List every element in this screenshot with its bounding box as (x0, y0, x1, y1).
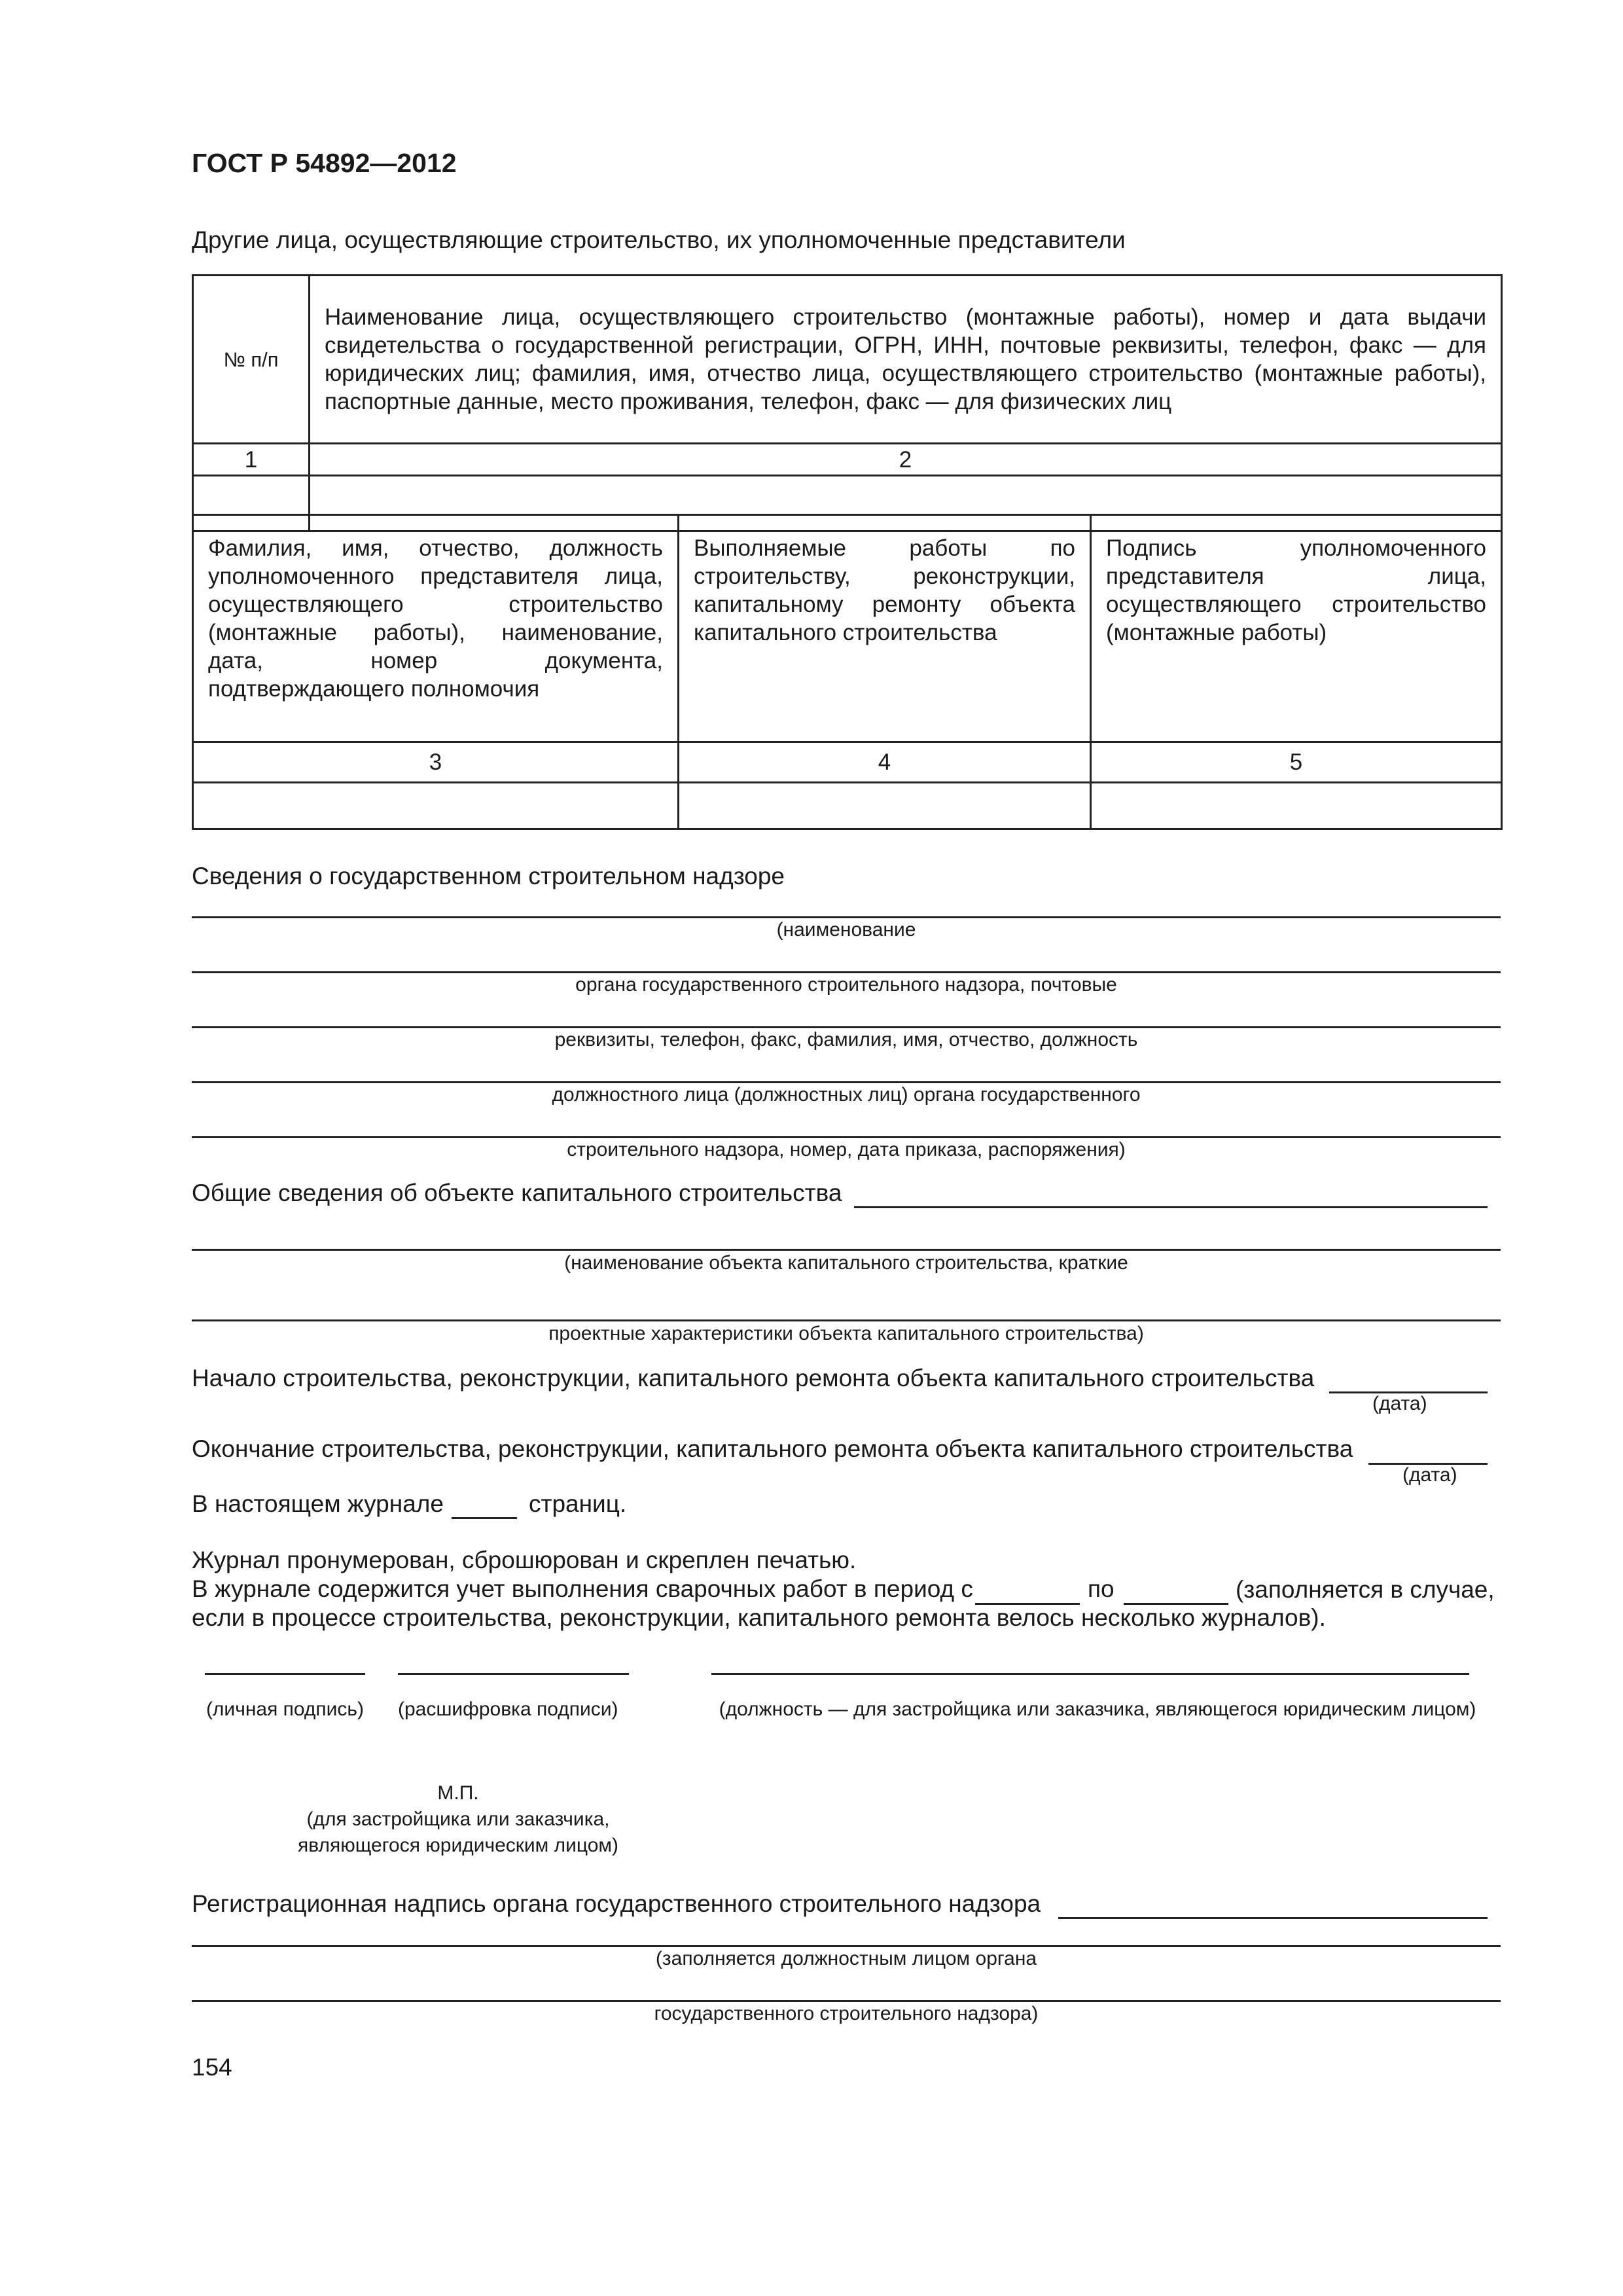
field-caption: проектные характеристики объекта капитального строительства) (548, 1323, 1144, 1344)
field-caption: государственного строительного надзора) (654, 2003, 1039, 2024)
signature-caption: (личная подпись) (205, 1698, 365, 1720)
column-number: 4 (679, 742, 1091, 783)
field-caption: реквизиты, телефон, факс, фамилия, имя, отчество, должность (554, 1029, 1138, 1050)
fill-line[interactable] (192, 1026, 1501, 1028)
object-info-field[interactable] (854, 1206, 1488, 1208)
column-number: 3 (193, 742, 679, 783)
page-number: 154 (192, 2054, 232, 2081)
object-info-label: Общие сведения об объекте капитального строительства (192, 1179, 842, 1206)
fill-line[interactable] (192, 2000, 1501, 2002)
field-caption: (наименование (776, 919, 916, 941)
signature-decode-field[interactable] (398, 1673, 629, 1675)
fill-line[interactable] (192, 971, 1501, 973)
date-caption: (дата) (1372, 1393, 1427, 1414)
representatives-table (192, 514, 1503, 830)
position-field[interactable] (711, 1673, 1469, 1675)
column-header-number: № п/п (193, 276, 310, 444)
pages-suffix: страниц. (529, 1490, 627, 1517)
column-number: 5 (1091, 742, 1502, 783)
position-caption: (должность — для застройщика или заказчика, являющегося юридическим лицом) (719, 1698, 1476, 1720)
fill-line[interactable] (192, 916, 1501, 918)
column-header-works: Выполняемые работы по строительству, реконструкции, капитальному ремонту объекта капитального строительства (679, 515, 1091, 742)
field-caption: строительного надзора, номер, дата приказа, распоряжения) (567, 1139, 1126, 1160)
field-caption: (заполняется должностным лицом органа (655, 1948, 1037, 1969)
field-caption: органа государственного строительного надзора, почтовые (575, 974, 1117, 996)
column-header-person-name: Наименование лица, осуществляющего строительство (монтажные работы), номер и дата выдачи свидетельства о государственной регистрации, ОГРН, ИНН, почтовые реквизиты, телефон, факс — для юридических лиц; фамилия, имя, отчество лица, осуществляющего строительство (монтажные работы), паспортные данные, место проживания, телефон, факс — для физических лиц (310, 276, 1502, 444)
journal-period-to: по (1088, 1575, 1115, 1602)
column-number: 1 (193, 444, 310, 476)
pages-prefix: В настоящем журнале (192, 1490, 444, 1517)
fill-line[interactable] (192, 1319, 1501, 1321)
field-caption: (наименование объекта капитального строительства, краткие (564, 1252, 1128, 1274)
section-intro: Другие лица, осуществляющие строительство, их уполномоченные представители (192, 226, 1126, 253)
column-header-signature: Подпись уполномоченного представителя лица, осуществляющего строительство (монтажные работы) (1091, 515, 1502, 742)
decode-caption: (расшифровка подписи) (398, 1698, 618, 1720)
personal-signature-field[interactable] (205, 1673, 365, 1675)
journal-period-text: В журнале содержится учет выполнения сварочных работ в период с (192, 1575, 973, 1602)
table-cell-empty[interactable] (679, 783, 1091, 829)
stamp-mark: М.П. (437, 1782, 479, 1804)
supervision-title: Сведения о государственном строительном надзоре (192, 863, 785, 889)
fill-line[interactable] (192, 1136, 1501, 1138)
stamp-note: (для застройщика или заказчика, являющегося юридическим лицом) (297, 1808, 619, 1856)
table-cell-empty[interactable] (193, 783, 679, 829)
column-header-representative: Фамилия, имя, отчество, должность уполномоченного представителя лица, осуществляющего строительство (монтажные работы), наименование, дата, номер документа, подтверждающего полномочия (193, 515, 679, 742)
registration-field[interactable] (1058, 1917, 1488, 1919)
journal-period-note-start: (заполняется в случае, (1236, 1576, 1495, 1603)
fill-line[interactable] (192, 1945, 1501, 1947)
table-cell-empty[interactable] (1091, 783, 1502, 829)
column-number: 2 (310, 444, 1502, 476)
pages-count-field[interactable] (452, 1517, 517, 1519)
field-caption: должностного лица (должностных лиц) органа государственного (552, 1084, 1141, 1105)
document-code: ГОСТ Р 54892—2012 (192, 148, 457, 178)
date-caption: (дата) (1402, 1464, 1457, 1486)
start-label: Начало строительства, реконструкции, капитального ремонта объекта капитального строительства (192, 1365, 1315, 1391)
journal-period-note: если в процессе строительства, реконструкции, капитального ремонта велось несколько журналов). (192, 1604, 1326, 1631)
registration-label: Регистрационная надпись органа государственного строительного надзора (192, 1890, 1041, 1917)
fill-line[interactable] (192, 1081, 1501, 1083)
fill-line[interactable] (192, 1249, 1501, 1251)
persons-table (192, 274, 1503, 532)
end-label: Окончание строительства, реконструкции, капитального ремонта объекта капитального строительства (192, 1435, 1353, 1462)
journal-line: Журнал пронумерован, сброшюрован и скреплен печатью. (192, 1547, 857, 1573)
